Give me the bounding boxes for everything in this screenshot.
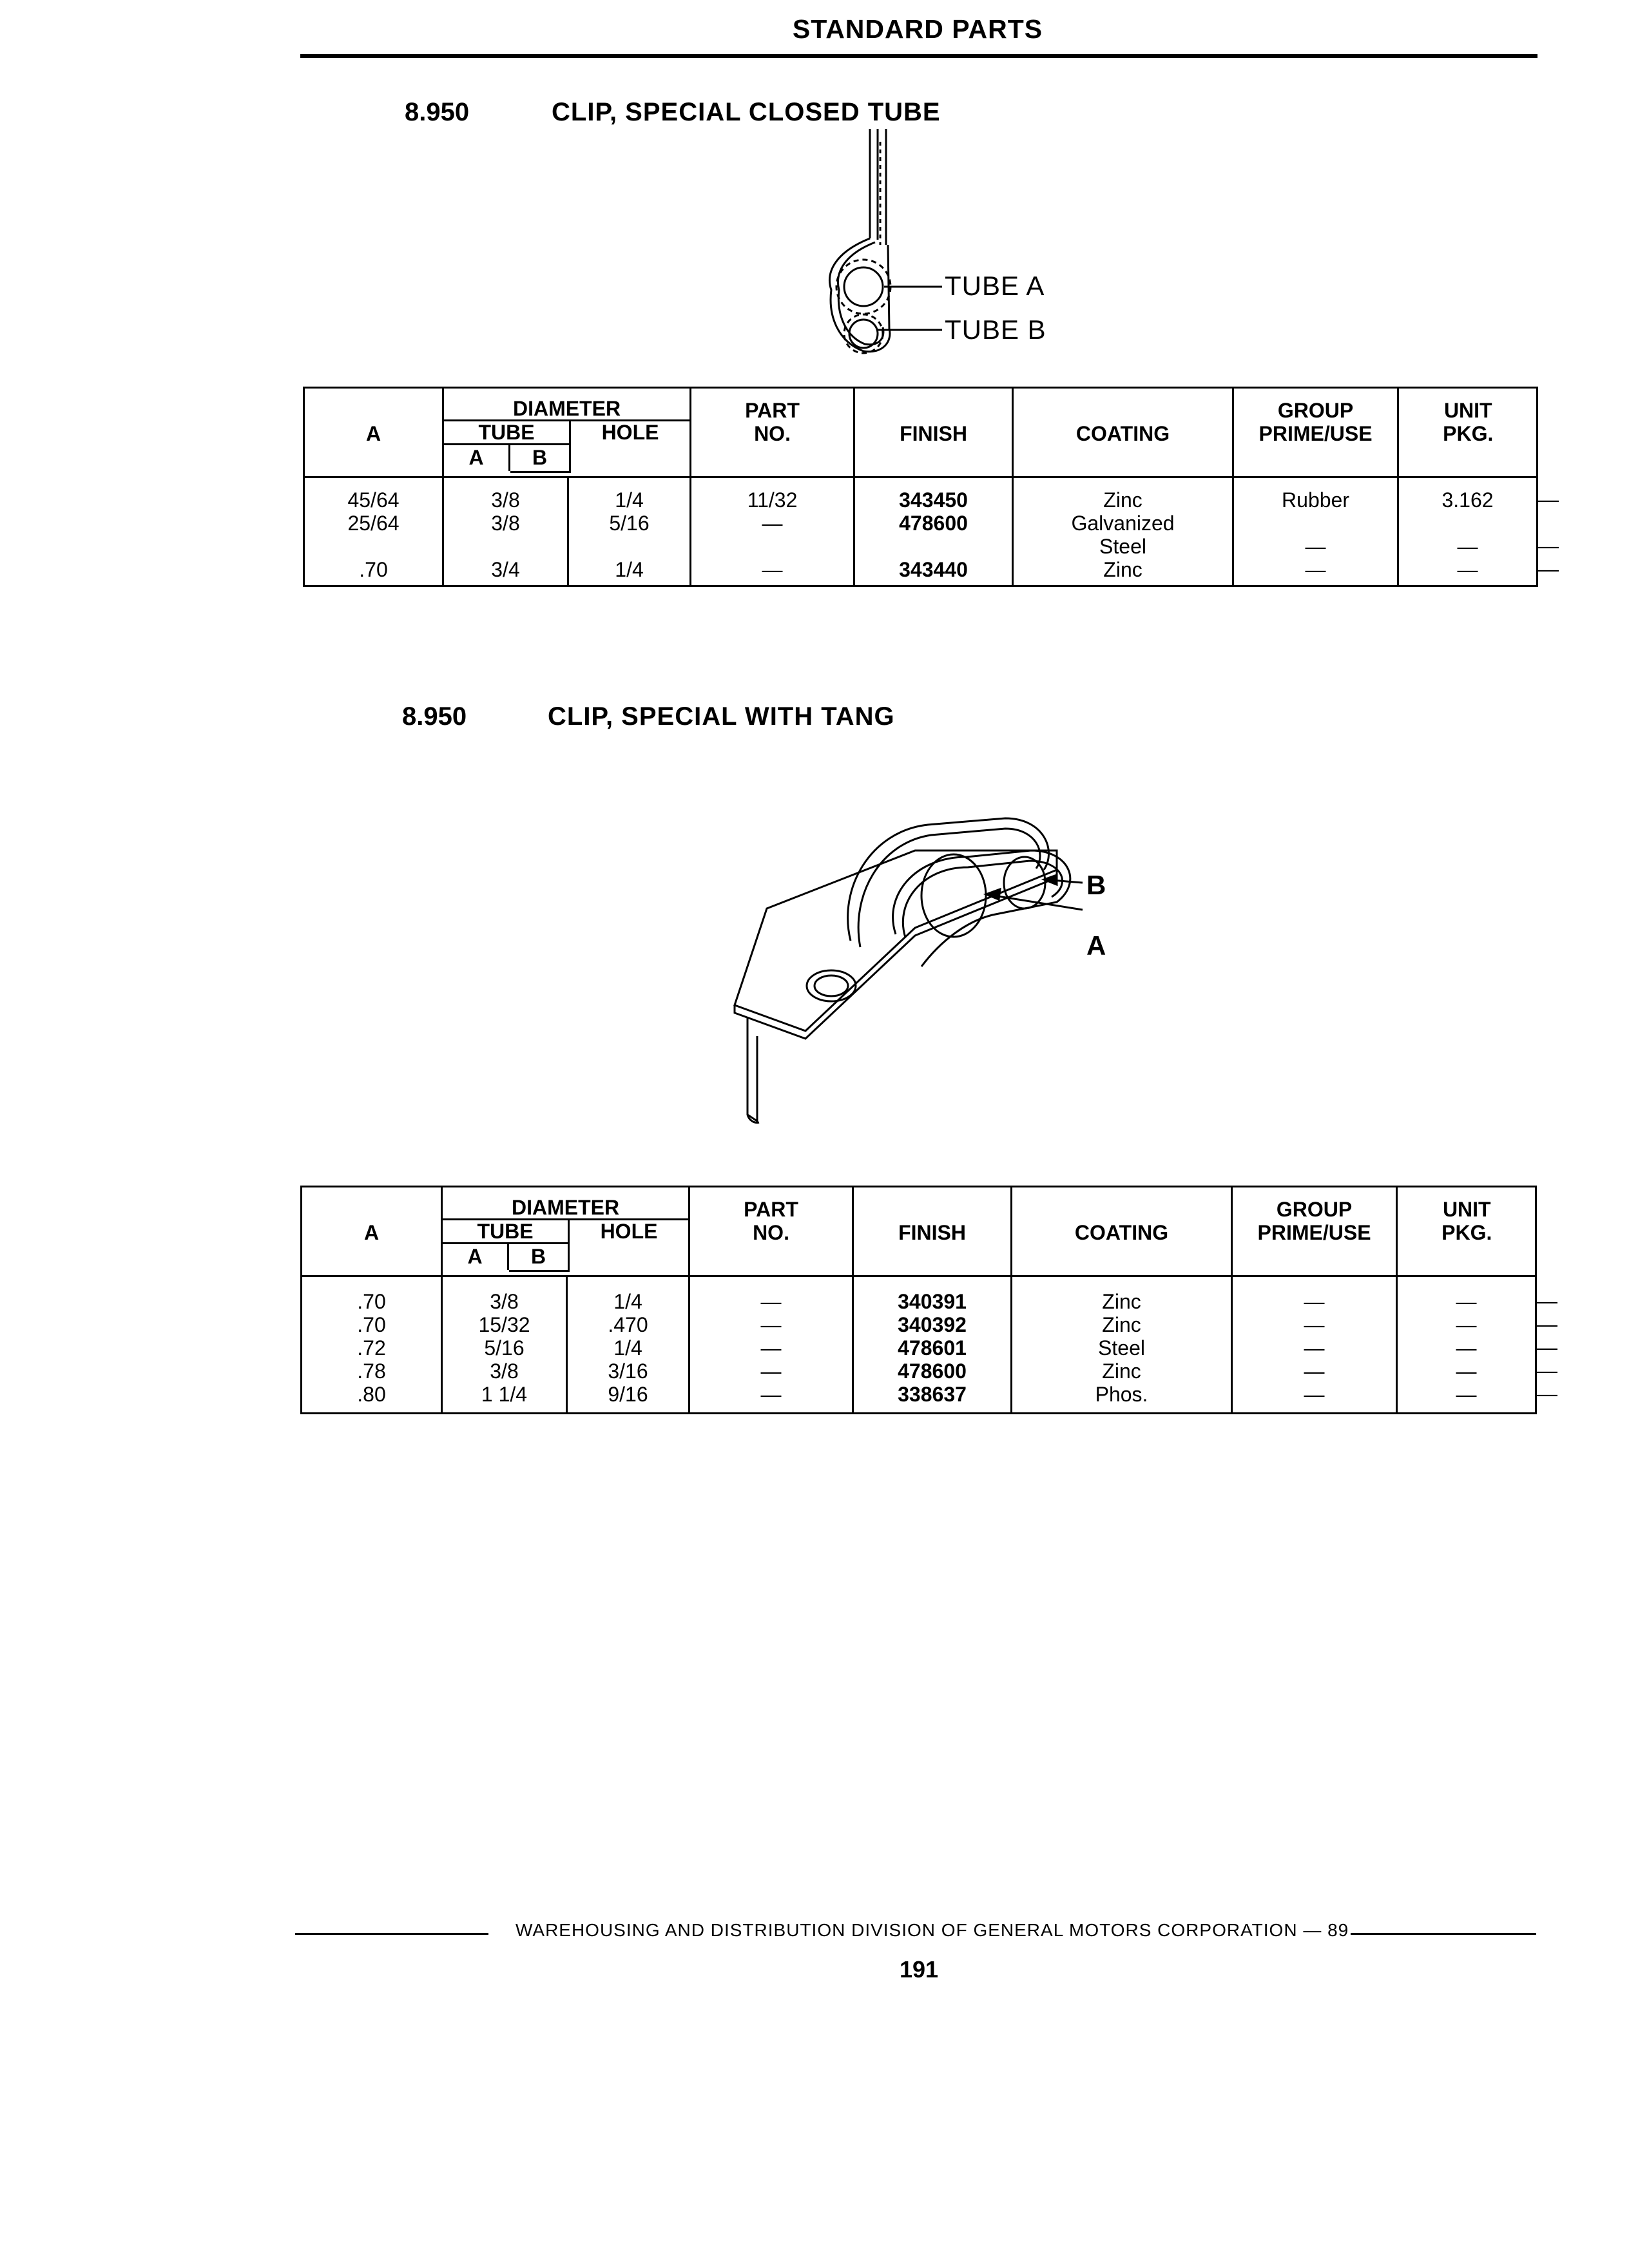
header-group-1: GROUP <box>1276 1198 1353 1221</box>
cell-part-no: 343440 <box>899 558 968 581</box>
cell-tube-b: 1/4 <box>613 1336 642 1360</box>
section1-number: 8.950 <box>405 98 470 126</box>
cell-finish: Zinc <box>1102 1313 1141 1336</box>
footer-rule-left <box>295 1933 488 1935</box>
header-finish: FINISH <box>898 1221 966 1244</box>
cell-a: 45/64 <box>347 488 400 512</box>
cell-coating: — <box>1305 535 1326 558</box>
header-coating: COATING <box>1074 1221 1169 1244</box>
cell-tube-b: 1/4 <box>615 488 644 512</box>
header-group-1: GROUP <box>1277 399 1354 422</box>
header-part-2: NO. <box>754 422 791 445</box>
cell-a: .80 <box>357 1383 386 1406</box>
section2-title: CLIP, SPECIAL WITH TANG <box>548 702 895 731</box>
header-tube-a: A <box>443 1244 509 1270</box>
header-finish: FINISH <box>900 422 967 445</box>
cell-tube-b: 9/16 <box>608 1383 648 1406</box>
cell-group: — <box>1456 1313 1477 1336</box>
cell-a: .70 <box>357 1313 386 1336</box>
cell-group: — <box>1457 535 1478 558</box>
header-unit-1: UNIT <box>1443 399 1492 422</box>
cell-finish: Phos. <box>1095 1383 1148 1406</box>
cell-finish: Zinc <box>1102 1360 1141 1383</box>
cell-finish: Galvanized <box>1071 512 1175 535</box>
header-unit-2: PKG. <box>1441 1221 1492 1244</box>
section2-number: 8.950 <box>402 702 467 731</box>
cell-coating: — <box>1304 1360 1325 1383</box>
cell-part-no: 343450 <box>899 488 968 512</box>
header-diameter-group <box>442 1187 689 1276</box>
table-row: .70 .70 .72 .78 .80 3/8 15/32 5/16 3/8 1 1/4 1/4 .470 1/4 3/16 9/16 — — — — — 340391 340392 478601 478600 338637 Zinc Zinc Steel Zinc Phos. — — — — — — — — — — — — — — — <box>302 1276 1536 1414</box>
cell-coating: — <box>1304 1313 1325 1336</box>
header-part-2: NO. <box>753 1221 789 1244</box>
header-group-2: PRIME/USE <box>1257 1221 1371 1244</box>
cell-hole: — <box>760 1313 782 1336</box>
cell-part-no: 478601 <box>898 1336 967 1360</box>
cell-tube-a: 5/16 <box>484 1336 525 1360</box>
table-header-row <box>302 1187 1536 1276</box>
callout-a: A <box>1086 930 1106 961</box>
table-row: 45/64 25/64 .70 3/8 3/8 3/4 1/4 5/16 1/4 11/32 — — 343450 478600 343440 Zinc Galvanized Steel Zinc Rubber — — 3.162 — — — — — <box>304 477 1537 586</box>
cell-tube-b: 1/4 <box>615 558 644 581</box>
cell-part-no: 340391 <box>898 1290 967 1313</box>
header-diameter-group <box>443 388 691 477</box>
cell-finish: Zinc <box>1103 558 1142 581</box>
parts-table-1 <box>303 387 1559 587</box>
cell-tube-a: 1 1/4 <box>481 1383 528 1406</box>
cell-a: 25/64 <box>347 512 400 535</box>
header-tube-b: B <box>509 1244 568 1272</box>
parts-table-2 <box>300 1186 1558 1414</box>
cell-a: .70 <box>359 558 388 581</box>
cell-hole: 11/32 <box>747 488 798 512</box>
cell-coating: — <box>1304 1336 1325 1360</box>
header-hole: HOLE <box>601 421 659 444</box>
cell-coating: — <box>1305 558 1326 581</box>
header-tube: TUBE <box>444 421 569 445</box>
callout-tube-a: TUBE A <box>945 271 1045 301</box>
cell-group: — <box>1456 1290 1477 1313</box>
cell-group: — <box>1456 1383 1477 1406</box>
tang-clip-diagram <box>722 812 1121 1134</box>
header-hole: HOLE <box>600 1220 658 1243</box>
header-tube-b: B <box>510 445 569 473</box>
cell-tube-a: 15/32 <box>478 1313 530 1336</box>
cell-tube-a: 3/8 <box>491 488 520 512</box>
cell-group: 3.162 <box>1441 488 1494 512</box>
cell-tube-b: .470 <box>608 1313 648 1336</box>
cell-hole: — <box>760 1360 782 1383</box>
header-group-2: PRIME/USE <box>1258 422 1373 445</box>
section1-title: CLIP, SPECIAL CLOSED TUBE <box>552 98 941 126</box>
callout-tube-b: TUBE B <box>945 314 1046 345</box>
cell-tube-a: 3/8 <box>490 1290 519 1313</box>
header-a: A <box>365 422 381 445</box>
cell-hole: — <box>762 512 783 535</box>
cell-group: — <box>1457 558 1478 581</box>
cell-a: .78 <box>357 1360 386 1383</box>
cell-tube-a: 3/8 <box>491 512 520 535</box>
cell-coating: — <box>1304 1290 1325 1313</box>
footer-text: WAREHOUSING AND DISTRIBUTION DIVISION OF GENERAL MOTORS CORPORATION — 89 <box>516 1920 1349 1940</box>
cell-finish: Steel <box>1099 535 1146 558</box>
header-diameter: DIAMETER <box>444 389 689 421</box>
cell-tube-a: 3/4 <box>491 558 520 581</box>
cell-group: — <box>1456 1336 1477 1360</box>
header-tube: TUBE <box>443 1220 568 1244</box>
page-header-title: STANDARD PARTS <box>792 14 1043 44</box>
cell-part-no: 478600 <box>898 1360 967 1383</box>
header-rule <box>300 54 1537 58</box>
cell-tube-a: 3/8 <box>490 1360 519 1383</box>
table-header-row <box>304 388 1537 477</box>
cell-hole: — <box>760 1290 782 1313</box>
header-tube-a: A <box>444 445 510 471</box>
cell-group: — <box>1456 1360 1477 1383</box>
cell-a: .72 <box>357 1336 386 1360</box>
page-number: 191 <box>900 1956 939 1983</box>
cell-coating: Rubber <box>1282 488 1349 512</box>
cell-part-no: 338637 <box>898 1383 967 1406</box>
header-part-1: PART <box>745 399 800 422</box>
cell-hole: — <box>760 1336 782 1360</box>
cell-finish: Steel <box>1098 1336 1145 1360</box>
cell-coating: — <box>1304 1383 1325 1406</box>
footer-rule-right <box>1351 1933 1536 1935</box>
cell-hole: — <box>762 558 783 581</box>
cell-finish: Zinc <box>1103 488 1142 512</box>
header-a: A <box>363 1221 380 1244</box>
cell-finish: Zinc <box>1102 1290 1141 1313</box>
cell-tube-b: 5/16 <box>609 512 650 535</box>
header-diameter: DIAMETER <box>443 1187 688 1220</box>
header-unit-1: UNIT <box>1442 1198 1491 1221</box>
header-unit-2: PKG. <box>1443 422 1494 445</box>
cell-a: .70 <box>357 1290 386 1313</box>
cell-part-no: 340392 <box>898 1313 967 1336</box>
callout-b: B <box>1086 870 1106 900</box>
header-part-1: PART <box>744 1198 798 1221</box>
cell-tube-b: 3/16 <box>608 1360 648 1383</box>
cell-hole: — <box>760 1383 782 1406</box>
header-coating: COATING <box>1075 422 1170 445</box>
cell-part-no: 478600 <box>899 512 968 535</box>
cell-tube-b: 1/4 <box>613 1290 642 1313</box>
